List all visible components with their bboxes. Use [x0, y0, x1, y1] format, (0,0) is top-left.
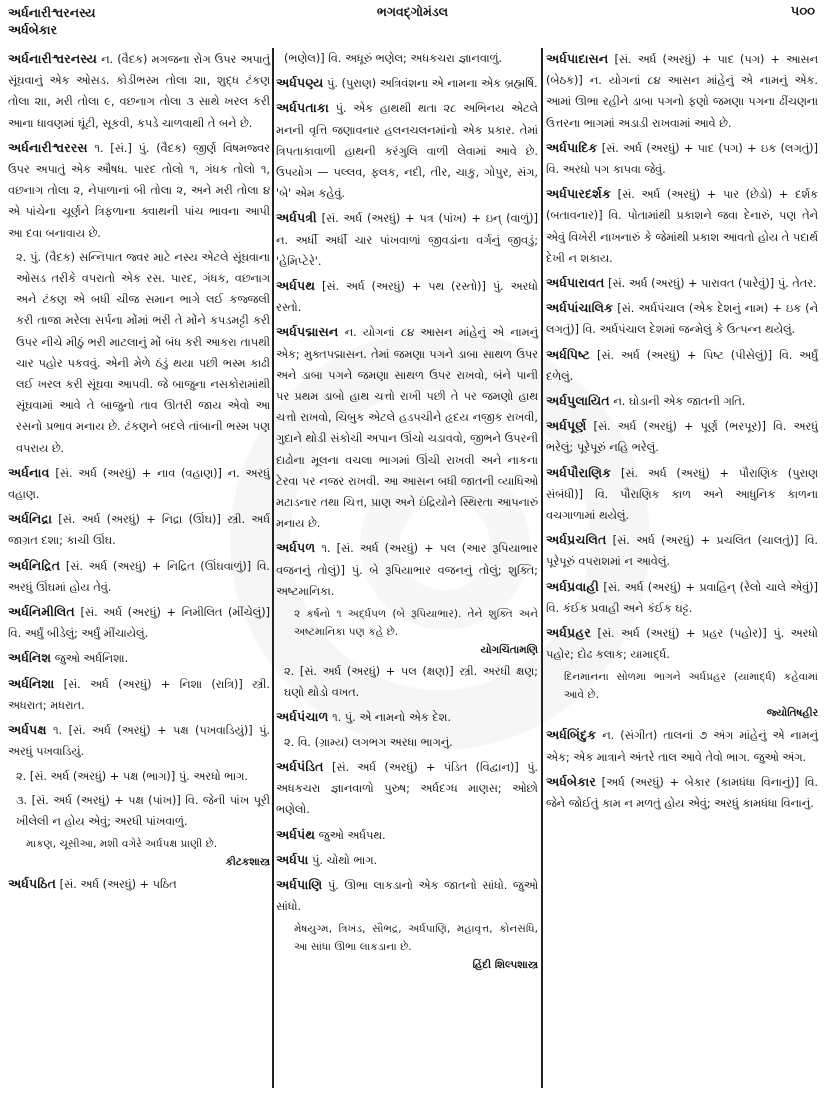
entry-headword: અર્ધનિશા [8, 675, 55, 691]
entry-headword: અર્ધપ્રવાહી [546, 578, 600, 594]
entry-definition: ૩. [સં. અર્ધ (અરધું) + પક્ષ (પાંખ)] વિ. જેની પાંખ પૂરી ખીલેલી ન હોય એવું; અરધી પાંખવાળું. [16, 793, 270, 828]
entry-definition: ન. યોગનાં ૮૪ આસન માંહેનું એ નામનું એક; મુક્તપદ્માસન. તેમાં જમણા પગને ડાબા સાથળ ઉપર અને ડાબા પગને જમણા સાથળ ઉપર રાખવો, બંને પાની પર પ્રથમ ડાબો હાથ ચત્તો રાખી પછી તે પર જમણો હાથ ચત્તો રાખવો, ચિબુક એટલે હડપચીને હૃદય નજીક રાખવી, ગુદાને થોડી સંકોચી અપાન ઊંચો ચડાવવો, જીભને ઉપરની દાઢોના મૂલના વચલા ભાગમાં ઊંચી રાખવી અને નાકના ટેરવા પર નજર રાખવી. આ આસન બધી જાતની વ્યાધિઓ મટાડનાર તથા ચિત્ત, પ્રાણ અને ઇંદ્રિયોને સ્થિરતા આપનારું મનાય છે. [276, 326, 538, 531]
quotation-text: મેષયુગ્મ, ત્રિખંડ, સૌભદ્ર, અર્ધપાણિ, મહાવૃત્ત, કોનસંધિ, આ સાંધા ઊભા લાકડાના છે. [294, 923, 538, 954]
dictionary-entry [276, 874, 538, 917]
quotation-source: જ્યોતિષહીર [766, 707, 818, 720]
column-1 [8, 48, 270, 1116]
entry-headword: અર્ધપ્રચલિત [546, 532, 607, 548]
entry-headword: અર્ધપળ [276, 540, 316, 556]
entry-sense [8, 247, 270, 459]
entry-definition: [સં. અર્ધ (અરધું) + પાદ (પગ) + ઇક (લગતું)] વિ. અરધો પગ કાપવા જેવું. [546, 141, 818, 177]
dictionary-entry [546, 297, 818, 340]
entry-definition: [સં. અર્ધ (અરધું) + પાર (છેડો) + દર્શક (બતાવનાર)] વિ. પોતામાંથી પ્રકાશને જવા દેનારું, પણ તેને એવું વિખેરી નાખનારું કે જેમાંથી પ્રકાશ આવતો હોય તે પદાર્થ દેખી ન શકાય. [546, 188, 819, 265]
entry-definition: [સં. અર્ધ (અરધું) + પંડિત (વિદ્વાન)] પું. અધકચરા જ્ઞાનવાળો પુરુષ; અર્ધદગ્ધ માણસ; ઓછો ભણેલો. [276, 760, 539, 817]
entry-headword: અર્ધપિષ્ટ [546, 346, 590, 362]
entry-sense [276, 48, 538, 69]
guide-word-last: અર્ધબેકાર [8, 22, 58, 37]
dictionary-entry [8, 555, 270, 598]
entry-definition: ન. (વૈદક) મગજના રોગ ઉપર અપાતું સૂંઘવાનું એક ઓસડ. કોડીભસ્મ તોલા ૨॥, શુદ્ધ ટંકણ તોલા ૨॥, મરી તોલા ૯, વછનાગ તોલા ૩ સાથે ખરલ કરી આના ધાવણમાં ઘૂંટી, સૂકવી, કપડે ચાળવાથી તે બને છે. [8, 53, 270, 130]
entry-sense [276, 732, 538, 753]
dictionary-entry [276, 824, 538, 846]
entry-headword: અર્ધનિમીલિત [8, 604, 75, 620]
entry-definition: [સં. અર્ધ (અરધું) + પિષ્ટ (પીસેલું)] વિ. અર્ધું દળેલું. [546, 348, 818, 383]
entry-definition: ન. ઘોડાની એક જાતની ગતિ. [613, 395, 746, 409]
entry-headword: અર્ધનારીશ્વરનસ્ય [8, 51, 98, 66]
entry-headword: અર્ધપંથ [276, 826, 316, 842]
dictionary-entry [8, 719, 270, 762]
entry-definition: ૧. [સં. અર્ધ (અરધું) + પક્ષ (પખવાડિયું)] પું. અરધું પખવાડિયું. [8, 724, 270, 759]
page-number: ૫૦૦ [790, 4, 815, 19]
dictionary-entry [546, 272, 818, 294]
dictionary-entry [276, 207, 538, 272]
entry-definition: પું. ચોથો ભાગ. [312, 853, 378, 867]
dictionary-entry [8, 462, 270, 505]
column-3 [546, 48, 818, 1116]
guide-word-first: અર્ધનારીશ્વરનસ્ય [8, 5, 96, 20]
entry-headword: અર્ધપણ્ય [276, 75, 324, 91]
entry-headword: અર્ધનિશ [8, 650, 52, 666]
entry-headword: અર્ધનિદ્રા [8, 511, 52, 527]
entry-headword: અર્ધપાદિક [546, 139, 598, 155]
dictionary-entry [546, 576, 818, 619]
entry-definition: [સં. અર્ધ (અરધું) + પત્ર (પાંખ) + ઇન્ (વાળું)] ન. અર્ધી અર્ધી ચાર પાંખવાળાં જીવડાંના વર્ગનું જીવડું; 'હેમિપ્ટેરે'. [276, 212, 539, 268]
entry-definition: [સં. અર્ધ (અરધું) + પાદ (પગ) + આસન (બેઠક)] ન. યોગનાં ૮૪ આસન માંહેનું એ નામનું એક. આમાં ઊભા રહીને ડાબા પગનો ફણો જમણા પગના ઢીંચણના ઉત્તરના ભાગમાં અડાડી રાખવામાં આવે છે. [546, 53, 818, 130]
dictionary-entry [8, 873, 270, 895]
quotation-source: હિંદી શિલ્પશાસ્ત્ર [472, 959, 538, 972]
dictionary-entry [276, 706, 538, 728]
dictionary-entry [276, 97, 538, 204]
dictionary-entry [546, 415, 818, 458]
dictionary-entry [8, 48, 270, 134]
dictionary-entry [8, 137, 270, 244]
dictionary-entry [546, 771, 818, 814]
page-title: ભગવદ્ગોમંડલ [376, 4, 449, 19]
dictionary-entry [546, 529, 818, 572]
entry-headword: અર્ધપૌરાણિક [546, 464, 612, 480]
column-2 [276, 48, 538, 1116]
entry-headword: અર્ધપત્રી [276, 210, 317, 226]
entry-definition: [સં. અર્ધ (અરધું) + પથ (રસ્તો)] પું. અરધો રસ્તો. [276, 280, 538, 315]
entry-definition: [સં. અર્ધપંચાલ (એક દેશનું નામ) + ઇક (ને લગતું)] વિ. અર્ધપંચાલ દેશમાં જન્મેલું કે ઉત્પન્ન થયેલું. [546, 302, 819, 337]
entry-definition: [અર્ધ (અરધું) + બેકાર (કામધંધા વિનાનું)] વિ. જેને જોઈતું કામ ન મળતું હોય એવું; અરધું કામધંધા વિનાનું. [546, 775, 819, 811]
entry-sense [8, 790, 270, 832]
entry-headword: અર્ધપક્ષ [8, 722, 47, 738]
entry-definition: [સં. અર્ધ (અરધું) + નિશા (રાત્રિ)] સ્ત્રી. અધરાત; મધરાત. [8, 677, 271, 712]
entry-definition: ૧. [સં.] પું. (વૈદક) જીર્ણ વિષમજ્વર ઉપર અપાતું એક ઔષધ. પારદ તોલો ૧, ગંધક તોલો ૧, વછનાગ તોલા ૨, નેપાળાનાં બી તોલા ૨, અને મરી તોલા ૪ એ પાંચેના ચૂર્ણને ત્રિફળાના ક્વાથની પાંચ ભાવના આપી આ દવા બનાવાય છે. [8, 141, 270, 240]
dictionary-entry [276, 849, 538, 871]
dictionary-entry [276, 537, 538, 602]
entry-headword: અર્ધપઠિત [8, 876, 57, 892]
dictionary-entry [546, 183, 818, 269]
dictionary-entry [546, 622, 818, 665]
entry-definition: [સં. અર્ધ (અરધું) + નિમીલિત (મીંચેલું)] વિ. અર્ધું બીડેલું; અર્ધું મીંચાયેલું. [8, 606, 271, 641]
entry-headword: અર્ધપતાકા [276, 100, 329, 116]
dictionary-entry [8, 601, 270, 644]
entry-headword: અર્ધનાવ [8, 464, 50, 480]
entry-definition: [સં. અર્ધ (અરધું) + નાવ (વહાણ)] ન. અરધું વહાણ. [8, 466, 270, 502]
entry-definition: [સં. અર્ધ (અરધું) + પ્રહર (પહોર)] પું. અરધો પહોર; દોઢ કલાક; યામાર્દ્ધ. [546, 627, 818, 662]
entry-sense [276, 661, 538, 703]
entry-definition: [સં. અર્ધ (અરધું) + પારાવત (પારેવું)] પું. તેતર. [608, 277, 817, 291]
quotation-source: કીટકશાસ્ત્ર [225, 856, 270, 869]
entry-headword: અર્ધનિદ્રિત [8, 557, 61, 573]
dictionary-entry [8, 673, 270, 716]
quotation-text: માકણ, ચૂસીઆ, મશી વગેરે અર્ધપક્ષ પ્રાણી છે. [26, 838, 218, 851]
quotation-text: દિનમાનના સોળમા ભાગને અર્ધપ્રહર (યામાર્દ્ધ) કહેવામાં આવે છે. [564, 671, 818, 702]
entry-quotation [276, 920, 538, 974]
entry-definition: [સં. અર્ધ (અરધું) + પૌરાણિક (પુરાણ સંબંધી)] વિ. પૌરાણિક કાળ અને આધુનિક કાળના વચગાળામાં થયેલું. [546, 466, 818, 523]
entry-headword: અર્ધપ્રહર [546, 625, 591, 641]
entry-quotation [276, 605, 538, 659]
entry-sense [8, 766, 270, 787]
entry-headword: અર્ધપા [276, 851, 309, 867]
dictionary-entry [546, 137, 818, 180]
entry-definition: ન. (સંગીત) તાલનાં ૭ અંગ માંહેનું એ નામનું એક; એક માત્રાને અંતરે તાલ આવે તેવો ભાગ. જુઓ અંગ. [546, 729, 819, 764]
quotation-text: ૨ કર્ષનો ૧ અર્દ્ધપળ (બે રૂપિયાભાર). તેને શુક્તિ અને અષ્ટમાનિકા પણ કહે છે. [294, 608, 538, 639]
entry-definition: (ભણેલ)] વિ. અધૂરું ભણેલ; અધકચરા જ્ઞાનવાળું. [284, 52, 503, 65]
entry-headword: અર્ધપારદર્શક [546, 186, 611, 202]
entry-definition: પું. (પુરાણ) અત્રિવંશના એ નામના એક બ્રહ્મર્ષિ. [327, 77, 538, 91]
entry-definition: ૨. [સં. અર્ધ (અરધું) + પલ (ક્ષણ)] સ્ત્રી. અરધી ક્ષણ; ઘણો થોડો વખત. [284, 665, 538, 700]
dictionary-entry [276, 275, 538, 318]
entry-headword: અર્ધપારાવત [546, 275, 605, 291]
entry-definition: ૧. પું. એ નામનો એક દેશ. [332, 711, 451, 725]
dictionary-entry [546, 462, 818, 527]
entry-definition: [સં. અર્ધ (અરધું) + પઠિત [59, 878, 177, 892]
entry-headword: અર્ધપંચાળ [276, 709, 329, 725]
entry-definition: જુઓ અર્ધનિશા. [54, 652, 129, 666]
entry-definition: ૨. [સં. અર્ધ (અરધું) + પક્ષ (ભાગ)] પું. અરધો ભાગ. [16, 769, 248, 783]
entry-definition: [સં. અર્ધ (અરધું) + પ્રચલિત (ચાલતું)] વિ. પૂરેપૂરું વપરાશમાં ન આવેલું. [546, 534, 818, 569]
entry-quotation [8, 835, 270, 871]
dictionary-entry [8, 508, 270, 551]
entry-headword: અર્ધપાણિ [276, 876, 323, 892]
dictionary-entry [276, 756, 538, 821]
dictionary-entry [8, 647, 270, 669]
dictionary-entry [546, 344, 818, 387]
entry-definition: [સં. અર્ધ (અરધું) + નિદ્રા (ઊંઘ)] સ્ત્રી. અર્ધ જાગ્રત દશા; કાચી ઊંઘ. [8, 513, 270, 548]
page-header [0, 0, 825, 46]
entry-definition: ૧. [સં. અર્ધ (અરધું) + પલ (આર રૂપિયાભાર વજનનું તોલું)] પું. બે રૂપિયાભાર વજનનું તોલું; શુક્તિ; અષ્ટમાનિકા. [276, 542, 539, 598]
dictionary-entry [546, 724, 818, 767]
entry-definition: પું. ઊભા લાકડાનો એક જાતનો સાંધો. જુઓ સાંધો. [276, 878, 538, 914]
entry-definition: [સં. અર્ધ (અરધું) + પ્રવાહિન્ (રેલો ચાલે એવું)] વિ. કંઈક પ્રવાહી અને કંઈક ઘટ્ટ. [546, 580, 818, 615]
entry-headword: અર્ધબિંદુક [546, 727, 597, 743]
entry-headword: અર્ધપુલાયિત [546, 393, 610, 409]
entry-headword: અર્ધનારીશ્વરરસ [8, 139, 88, 155]
entry-headword: અર્ધપથ [276, 278, 316, 294]
entry-definition: [સં. અર્ધ (અરધું) + પૂર્ણ (ભરપૂર)] વિ. અરધું ભરેલું; પૂરેપૂરું નહિ ભરેલું. [546, 420, 818, 455]
entry-headword: અર્ધપાદાસન [546, 51, 609, 66]
entry-headword: અર્ધપદ્માસન [276, 324, 339, 340]
entry-definition: જુઓ અર્ધપથ. [318, 828, 386, 842]
dictionary-entry [546, 390, 818, 412]
entry-definition: પું. એક હાથથી થતા ૨૮ અભિનય એટલે મનની વૃત્તિ જણાવનાર હલનચલનમાંનો એક પ્રકાર. તેમાં ત્રિપતાકાવાળી હાથની કરંગુલિ વાળી લેવામાં આવે છે. ઉપયોગ — પલ્લવ, ફલક, નદી, તીર, ચાકુ, ગોપુર, સંગ, 'બે' એમ કહેવું. [276, 102, 538, 201]
entry-headword: અર્ધપૂર્ણ [546, 418, 587, 434]
entry-quotation [546, 668, 818, 722]
entry-headword: અર્ધપંડિત [276, 758, 324, 774]
entry-definition: ૨. પું. (વૈદક) સન્નિપાત જ્વર માટે નસ્ય એટલે સૂંઘવાના ઓસડ તરીકે વપરાતો એક રસ. પારદ, ગંધક, વછનાગ અને ટંકણ એ બધી ચીજ સમાન ભાગે લઈ કજ્જલી કરી તાજા મરેલા સર્પના મોંમાં ભરી તે મોંને કપડમટ્ટી કરી ઉપર નીચે મીઠું ભરી માટલાનું મોં બંધ કરી આકરા તાપથી ચાર પહોર પકવવું. એની મેળે ઠંડું થયા પછી ભસ્મ કાઢી લઈ ખરલ કરી સૂંઘવા આપવી. જે બાજુના નસકોરામાંથી સૂંઘવામાં આવે તે બાજુનો તાવ ઊતરી જાય એવો આ રસનો પ્રભાવ મનાય છે. ટંકણને બદલે તાંબાની ભસ્મ પણ વપરાય છે. [16, 250, 270, 455]
dictionary-entry [546, 48, 818, 134]
quotation-source: યોગચિંતામણિ [480, 644, 538, 657]
entry-headword: અર્ધબેકાર [546, 773, 596, 789]
dictionary-entry [276, 72, 538, 94]
entry-headword: અર્ધપાંચાલિક [546, 300, 614, 316]
entry-definition: [સં. અર્ધ (અરધું) + નિદ્રિત (ઊંઘવાળું)] વિ. અરધું ઊંઘમાં હોય તેવું. [8, 559, 270, 594]
entry-definition: ૨. વિ. (ગ્રામ્ય) લગભગ અરધા ભાગનું. [284, 735, 453, 749]
dictionary-entry [276, 321, 538, 534]
dictionary-columns [0, 46, 825, 1116]
